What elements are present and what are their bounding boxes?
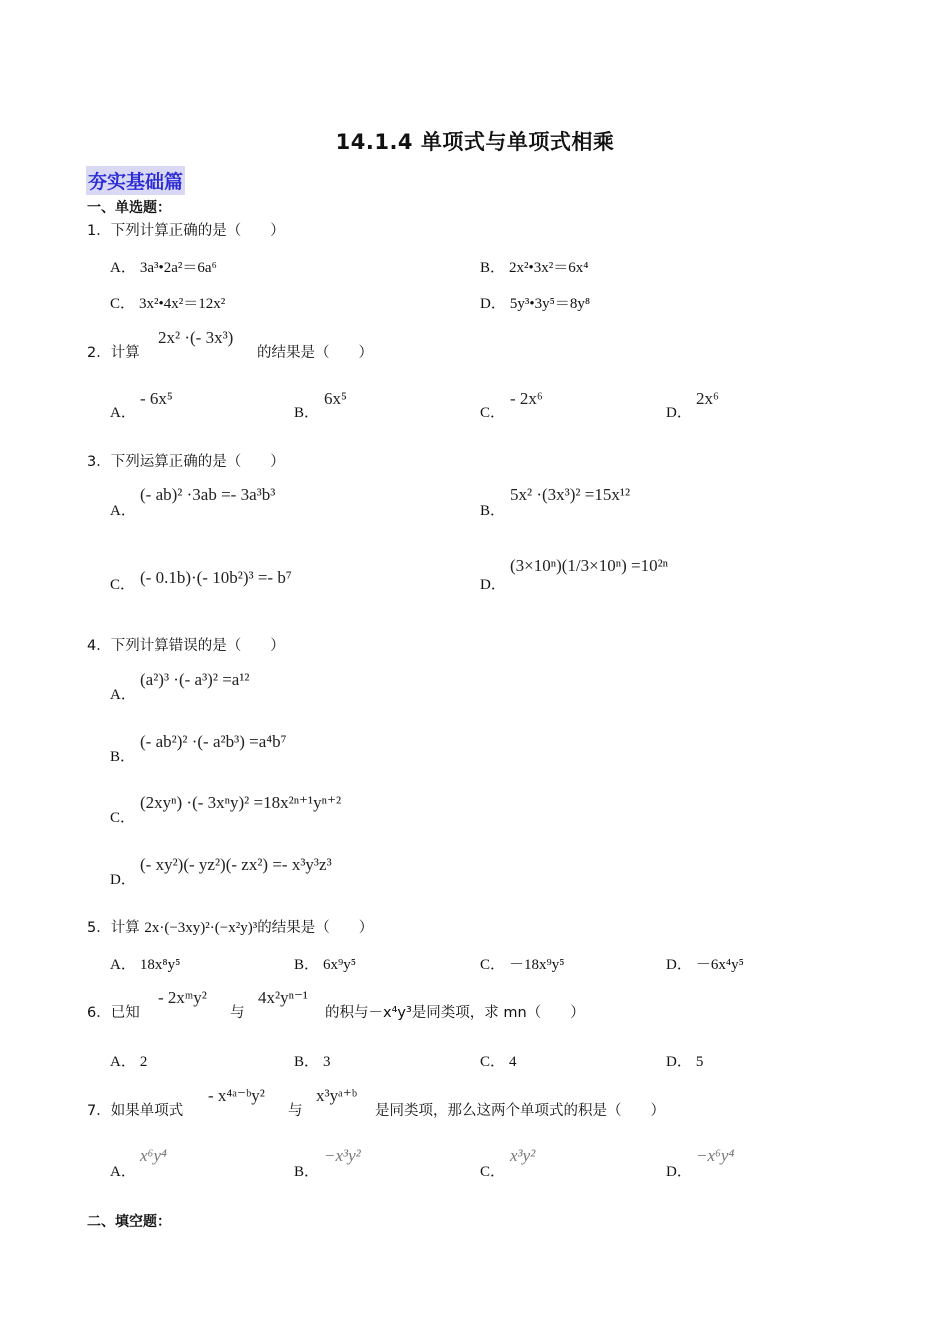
option-expression: －6x⁴y⁵ (695, 957, 744, 973)
q6-stem-formula-2: 4x²yⁿ⁻¹ (258, 988, 309, 1007)
option-label: A． (110, 957, 136, 973)
q2-stem-formula: 2x² ·(- 3x³) (158, 328, 234, 347)
q5-option-b[interactable] (294, 953, 356, 974)
option-label: D． (110, 872, 136, 888)
q7-stem-formula-1: - x⁴ᵃ⁻ᵇy² (208, 1086, 265, 1105)
question-6-stem-end (325, 1001, 585, 1022)
q7-option-d-formula: −x⁶y⁴ (696, 1146, 735, 1165)
q2-option-b-formula: 6x⁵ (324, 389, 347, 408)
option-label: B． (110, 749, 136, 765)
option-label: C． (480, 405, 506, 421)
option-label: D． (666, 405, 692, 421)
question-6-stem-mid (230, 1001, 245, 1022)
q3-option-b-formula: 5x² ·(3x³)² =15x¹² (510, 485, 631, 504)
q4-option-b-formula: (- ab²)² ·(- a²b³) =a⁴b⁷ (140, 732, 287, 751)
q3-option-d[interactable] (480, 573, 510, 594)
question-1-stem (87, 219, 285, 240)
option-label: D． (666, 1164, 692, 1180)
q6-option-b[interactable] (294, 1050, 331, 1071)
q2-option-b[interactable] (294, 401, 323, 422)
part-heading-fill-in: 二、填空题： (87, 1214, 171, 1230)
q3-option-a[interactable] (110, 499, 140, 520)
option-label: C． (480, 1164, 506, 1180)
q7-option-c-formula: x³y² (510, 1146, 536, 1165)
question-5-formula: 2x·(−3xy)²·(−x²y)³ (144, 920, 258, 936)
q1-option-b[interactable] (480, 256, 589, 277)
option-expression: 4 (509, 1054, 517, 1070)
q4-option-b[interactable] (110, 745, 139, 766)
option-label: D． (666, 957, 692, 973)
question-6-text-end: 的积与－x⁴y³是同类项，求 mn（ ） (325, 1005, 585, 1021)
section-tag: 夯实基础篇 (86, 166, 185, 195)
part-heading-single-choice: 一、单选题： (87, 200, 171, 216)
option-label: B． (480, 503, 506, 519)
option-expression: －18x⁹y⁵ (509, 957, 565, 973)
question-7-text: 7．如果单项式 (87, 1103, 184, 1119)
option-expression: 2 (139, 1054, 148, 1070)
q5-option-c[interactable] (480, 953, 564, 974)
question-3-stem (87, 450, 285, 471)
option-label: B． (294, 1054, 320, 1070)
question-6-stem (87, 1001, 140, 1022)
question-7-text-mid: 与 (288, 1103, 303, 1119)
option-expression: 3a³•2a²＝6a⁶ (139, 260, 217, 276)
question-2-stem-end (257, 341, 373, 362)
option-label: A． (110, 1164, 136, 1180)
option-label: C． (110, 577, 136, 593)
question-2-text-end: 的结果是（ ） (257, 345, 373, 361)
question-1-text: 1．下列计算正确的是（ ） (87, 223, 285, 239)
option-label: A． (110, 687, 136, 703)
option-expression: 5y³•3y⁵＝8y⁸ (509, 296, 591, 312)
page-title: 14.1.4 单项式与单项式相乘 (335, 130, 615, 154)
q3-option-c[interactable] (110, 573, 139, 594)
q4-option-d[interactable] (110, 868, 140, 889)
q7-option-b-formula: −x³y² (324, 1146, 361, 1165)
question-7-stem-mid (288, 1099, 303, 1120)
q6-option-d[interactable] (666, 1050, 703, 1071)
q4-option-d-formula: (- xy²)(- yz²)(- zx²) =- x³y³z³ (140, 855, 332, 874)
q7-option-a[interactable] (110, 1160, 140, 1181)
question-7-stem-end (375, 1099, 665, 1120)
q6-stem-formula-1: - 2xᵐy² (158, 988, 207, 1007)
question-4-text: 4．下列计算错误的是（ ） (87, 638, 285, 654)
option-label: D． (480, 577, 506, 593)
option-label: C． (110, 810, 136, 826)
option-expression: 5 (695, 1054, 704, 1070)
option-label: C． (480, 1054, 506, 1070)
option-label: A． (110, 503, 136, 519)
q7-option-c[interactable] (480, 1160, 509, 1181)
option-expression: 3x²•4x²＝12x² (139, 296, 226, 312)
q1-option-d[interactable] (480, 292, 590, 313)
option-label: A． (110, 405, 136, 421)
q2-option-a-formula: - 6x⁵ (140, 389, 173, 408)
q4-option-a[interactable] (110, 683, 140, 704)
option-expression: 2x²•3x²＝6x⁴ (509, 260, 589, 276)
question-5-text-end: 的结果是（ ） (257, 920, 374, 936)
q3-option-d-formula: (3×10ⁿ)(1/3×10ⁿ) =10²ⁿ (510, 556, 669, 575)
q1-option-a[interactable] (110, 256, 217, 277)
q7-option-b[interactable] (294, 1160, 323, 1181)
question-5-text: 5．计算 (87, 920, 145, 936)
q5-option-d[interactable] (666, 953, 744, 974)
q3-option-a-formula: (- ab)² ·3ab =- 3a³b³ (140, 485, 276, 504)
question-6-text-mid: 与 (230, 1005, 245, 1021)
question-2-stem (87, 341, 140, 362)
option-label: C． (480, 957, 506, 973)
option-label: D． (480, 296, 506, 312)
question-5-stem (87, 916, 373, 937)
q7-option-a-formula: x⁶y⁴ (140, 1146, 167, 1165)
question-4-stem (87, 634, 285, 655)
q2-option-a[interactable] (110, 401, 140, 422)
option-label: B． (294, 1164, 320, 1180)
option-label: C． (110, 296, 136, 312)
q7-option-d[interactable] (666, 1160, 696, 1181)
option-label: B． (294, 957, 320, 973)
q3-option-b[interactable] (480, 499, 509, 520)
option-label: B． (294, 405, 320, 421)
question-7-text-end: 是同类项，那么这两个单项式的积是（ ） (375, 1103, 665, 1119)
question-2-text: 2．计算 (87, 345, 140, 361)
q5-option-a[interactable] (110, 953, 180, 974)
q4-option-a-formula: (a²)³ ·(- a³)² =a¹² (140, 670, 250, 689)
option-expression: 6x⁹y⁵ (323, 957, 356, 973)
q1-option-c[interactable] (110, 292, 225, 313)
option-expression: 3 (323, 1054, 331, 1070)
option-label: D． (666, 1054, 692, 1070)
q2-option-c[interactable] (480, 401, 509, 422)
question-3-text: 3．下列运算正确的是（ ） (87, 454, 285, 470)
q2-option-d[interactable] (666, 401, 696, 422)
q3-option-c-formula: (- 0.1b)·(- 10b²)³ =- b⁷ (140, 568, 292, 587)
option-expression: 18x⁸y⁵ (139, 957, 181, 973)
question-7-stem (87, 1099, 183, 1120)
question-6-text: 6．已知 (87, 1005, 140, 1021)
q4-option-c-formula: (2xyⁿ) ·(- 3xⁿy)² =18x²ⁿ⁺¹yⁿ⁺² (140, 793, 342, 812)
q4-option-c[interactable] (110, 806, 139, 827)
option-label: A． (110, 1054, 136, 1070)
option-label: B． (480, 260, 506, 276)
option-label: A． (110, 260, 136, 276)
q2-option-c-formula: - 2x⁶ (510, 389, 543, 408)
q6-option-a[interactable] (110, 1050, 147, 1071)
q2-option-d-formula: 2x⁶ (696, 389, 719, 408)
q6-option-c[interactable] (480, 1050, 517, 1071)
q7-stem-formula-2: x³yᵃ⁺ᵇ (316, 1086, 357, 1105)
